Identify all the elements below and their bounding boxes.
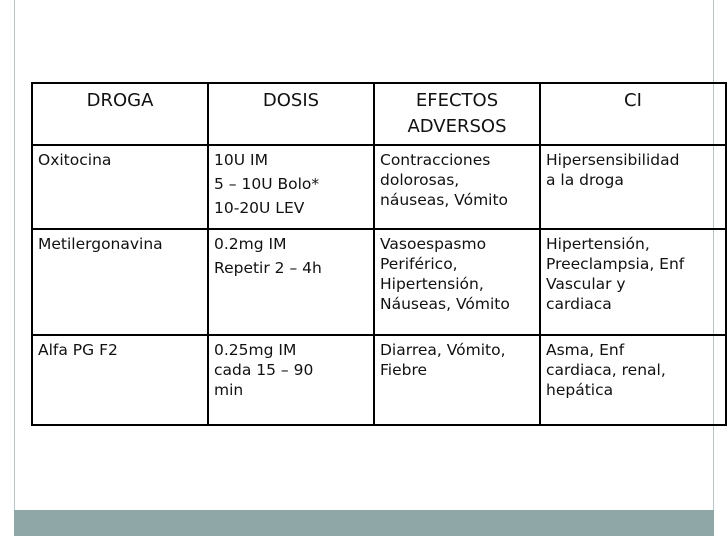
header-ci: CI [540, 83, 726, 145]
cell-droga: Alfa PG F2 [32, 335, 208, 425]
header-dosis: DOSIS [208, 83, 374, 145]
cell-efectos: Diarrea, Vómito, Fiebre [374, 335, 540, 425]
drug-table [31, 82, 727, 426]
cell-ci: Hipertensión, Preeclampsia, Enf Vascular y cardiaca [540, 229, 726, 335]
cell-droga: Metilergonavina [32, 229, 208, 335]
cell-dosis: 10U IM 5 – 10U Bolo* 10-20U LEV [208, 145, 374, 229]
slide-footer-band [14, 510, 714, 536]
cell-dosis: 0.2mg IM Repetir 2 – 4h [208, 229, 374, 335]
table-row [32, 335, 726, 425]
cell-efectos: Contracciones dolorosas, náuseas, Vómito [374, 145, 540, 229]
cell-droga: Oxitocina [32, 145, 208, 229]
table-header-row [32, 83, 726, 145]
cell-dosis: 0.25mg IM cada 15 – 90 min [208, 335, 374, 425]
cell-ci: Hipersensibilidad a la droga [540, 145, 726, 229]
cell-ci: Asma, Enf cardiaca, renal, hepática [540, 335, 726, 425]
header-efectos-adversos: EFECTOS ADVERSOS [374, 83, 540, 145]
header-droga: DROGA [32, 83, 208, 145]
table-row [32, 229, 726, 335]
table-row [32, 145, 726, 229]
cell-efectos: Vasoespasmo Periférico, Hipertensión, Náuseas, Vómito [374, 229, 540, 335]
